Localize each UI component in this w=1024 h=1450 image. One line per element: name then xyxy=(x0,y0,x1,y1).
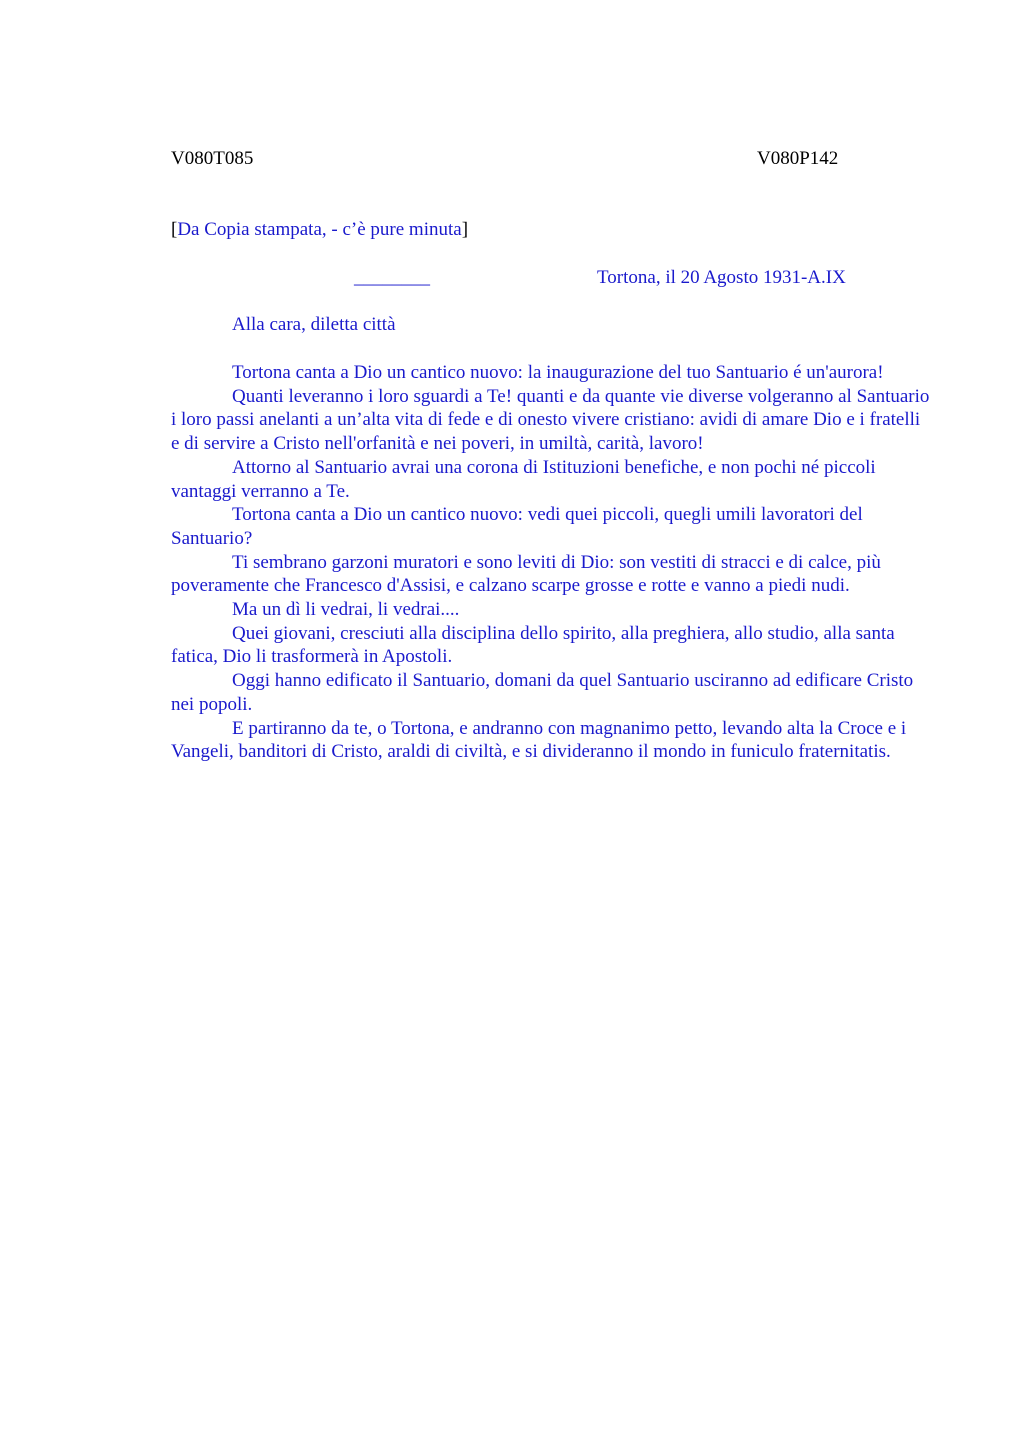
paragraph: Ti sembrano garzoni muratori e sono leviti di Dio: son vestiti di stracci e di calce, più poveramente che Francesco d'Assisi, e calzano scarpe grosse e rotte e vanno a piedi nudi. xyxy=(171,551,881,597)
header-left-code: V080T085 xyxy=(171,148,254,169)
header-right-code: V080P142 xyxy=(757,148,839,169)
salutation: Alla cara, diletta città xyxy=(232,314,396,335)
source-note-close-bracket: ] xyxy=(461,219,469,240)
paragraph: Ma un dì li vedrai, li vedrai.... xyxy=(232,599,460,621)
source-note xyxy=(171,218,468,242)
paragraph: Oggi hanno edificato il Santuario, domani da quel Santuario usciranno ad edificare Cristo nei popoli. xyxy=(171,670,914,715)
paragraph: Attorno al Santuario avrai una corona di Istituzioni benefiche, e non pochi né piccoli vantaggi verranno a Te. xyxy=(171,456,876,502)
paragraph: Tortona canta a Dio un cantico nuovo: vedi quei piccoli, quegli umili lavoratori del Santuario? xyxy=(171,504,863,549)
dateline: Tortona, il 20 Agosto 1931-A.IX xyxy=(597,267,846,288)
source-note-open-bracket: [ xyxy=(171,219,178,240)
paragraph: Tortona canta a Dio un cantico nuovo: la inaugurazione del tuo Santuario é un'aurora! xyxy=(232,362,884,383)
paragraph: E partiranno da te, o Tortona, e andranno con magnanimo petto, levando alta la Croce e i Vangeli, banditori di Cristo, araldi di civiltà, e si divideranno il mondo in funiculo fraternitatis. xyxy=(171,717,907,763)
source-note-text: Da Copia stampata, - c’è pure minuta xyxy=(177,219,462,240)
separator-line: ________ xyxy=(354,267,430,288)
paragraph: Quanti leveranno i loro sguardi a Te! quanti e da quante vie diverse volgeranno al Santuario i loro passi anelanti a un’alta vita di fede e di onesto vivere cristiano: avidi di amare Dio e i fratelli e di servire a Cristo nell'orfanità e nei poveri, in umiltà, carità, lavoro! xyxy=(171,385,930,455)
paragraph: Quei giovani, cresciuti alla disciplina dello spirito, alla preghiera, allo studio, alla santa fatica, Dio li trasformerà in Apostoli. xyxy=(171,622,895,668)
letter-body xyxy=(171,361,931,764)
